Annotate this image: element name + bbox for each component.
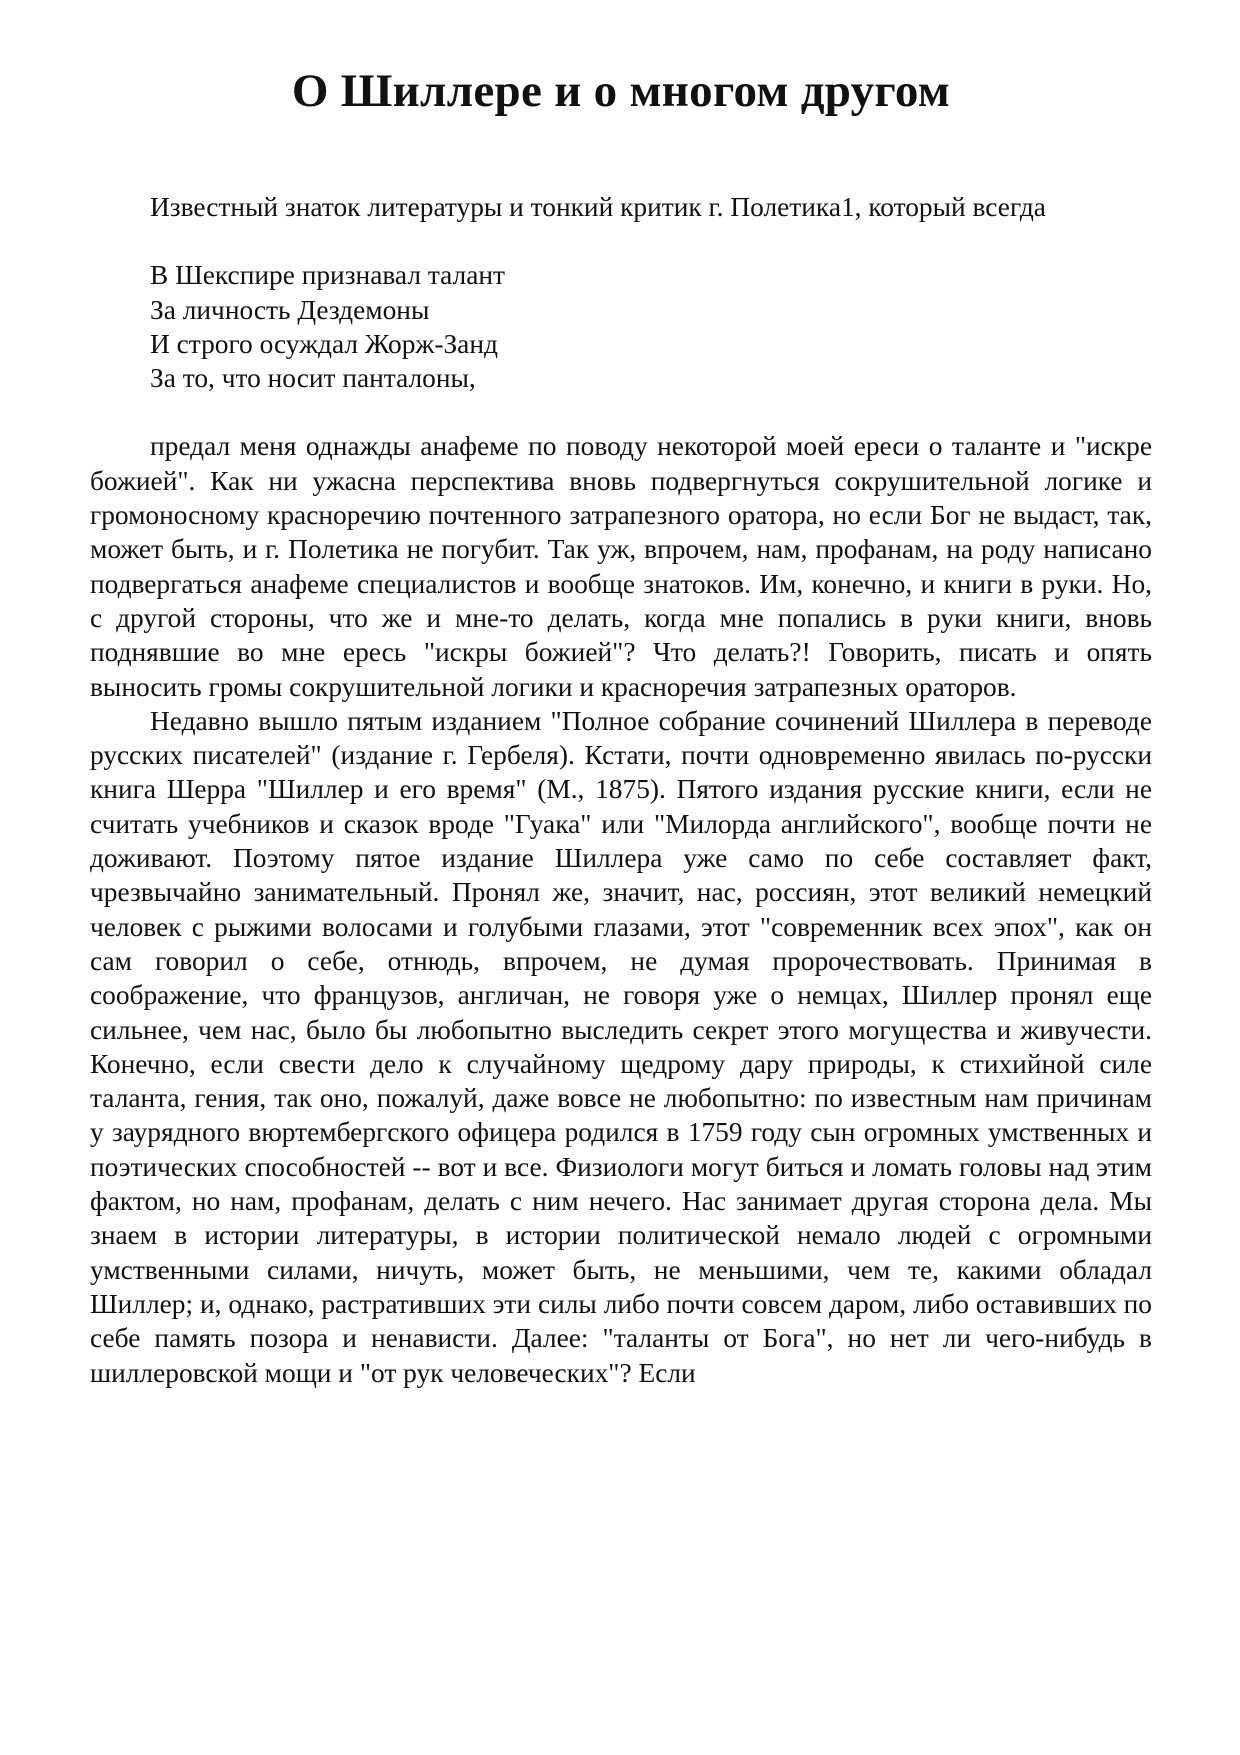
body-paragraph: предал меня однажды анафеме по поводу некоторой моей ереси о таланте и "искре божией". Как ни ужасна перспектива вновь подвергнуться сокрушительной логике и громоносному красноречию почтенного затрапезного оратора, но если Бог не выдаст, так, может быть, и г. Полетика не погубит. Так уж, впрочем, нам, профанам, на роду написано подвергаться анафеме специалистов и вообще знатоков. Им, конечно, и книги в руки. Но, с другой стороны, что же и мне-то делать, когда мне попались в руки книги, вновь поднявшие во мне ересь "искры божией"? Что делать?! Говорить, писать и опять выносить громы сокрушительной логики и красноречия затрапезных ораторов. bbox=[90, 431, 1152, 702]
intro-paragraph: Известный знаток литературы и тонкий критик г. Полетика1, который всегда bbox=[150, 192, 1046, 222]
verse-line: За личность Дездемоны bbox=[150, 294, 430, 325]
verse-line: И строго осуждал Жорж-Занд bbox=[150, 328, 498, 359]
verse-line: За то, что носит панталоны, bbox=[150, 363, 476, 394]
verse-quote bbox=[150, 258, 1152, 395]
body-paragraph: Недавно вышло пятым изданием "Полное собрание сочинений Шиллера в переводе русских писателей" (издание г. Гербеля). Кстати, почти одновременно явилась по-русски книга Шерра "Шиллер и его время" (М., 1875). Пятого издания русские книги, если не считать учебников и сказок вроде "Гуака" или "Милорда английского", вообще почти не доживают. Поэтому пятое издание Шиллера уже само по себе составляет факт, чрезвычайно занимательный. Пронял же, значит, нас, россиян, этот великий немецкий человек с рыжими волосами и голубыми глазами, этот "современник всех эпох", как он сам говорил о себе, отнюдь, впрочем, не думая пророчествовать. Принимая в соображение, что французов, англичан, не говоря уже о немцах, Шиллер пронял еще сильнее, чем нас, было бы любопытно выследить секрет этого могущества и живучести. Конечно, если свести дело к случайному щедрому дару природы, к стихийной силе таланта, гения, так оно, пожалуй, даже вовсе не любопытно: по известным нам причинам у заурядного вюртембергского офицера родился в 1759 году сын огромных умственных и поэтических способностей -- вот и все. Физиологи могут биться и ломать головы над этим фактом, но нам, профанам, делать с ним нечего. Нас занимает другая сторона дела. Мы знаем в истории литературы, в истории политической немало людей с огромными умственными силами, ничуть, может быть, не меньшими, чем те, какими обладал Шиллер; и, однако, растративших эти силы либо почти совсем даром, либо оставивших по себе память позора и ненависти. Далее: "таланты от Бога", но нет ли чего-нибудь в шиллеровской мощи и "от рук человеческих"? Если bbox=[90, 705, 1152, 1388]
verse-line: В Шекспире признавал талант bbox=[150, 260, 505, 291]
document-title: О Шиллере и о многом другом bbox=[291, 65, 951, 117]
document-body bbox=[90, 190, 1152, 1390]
